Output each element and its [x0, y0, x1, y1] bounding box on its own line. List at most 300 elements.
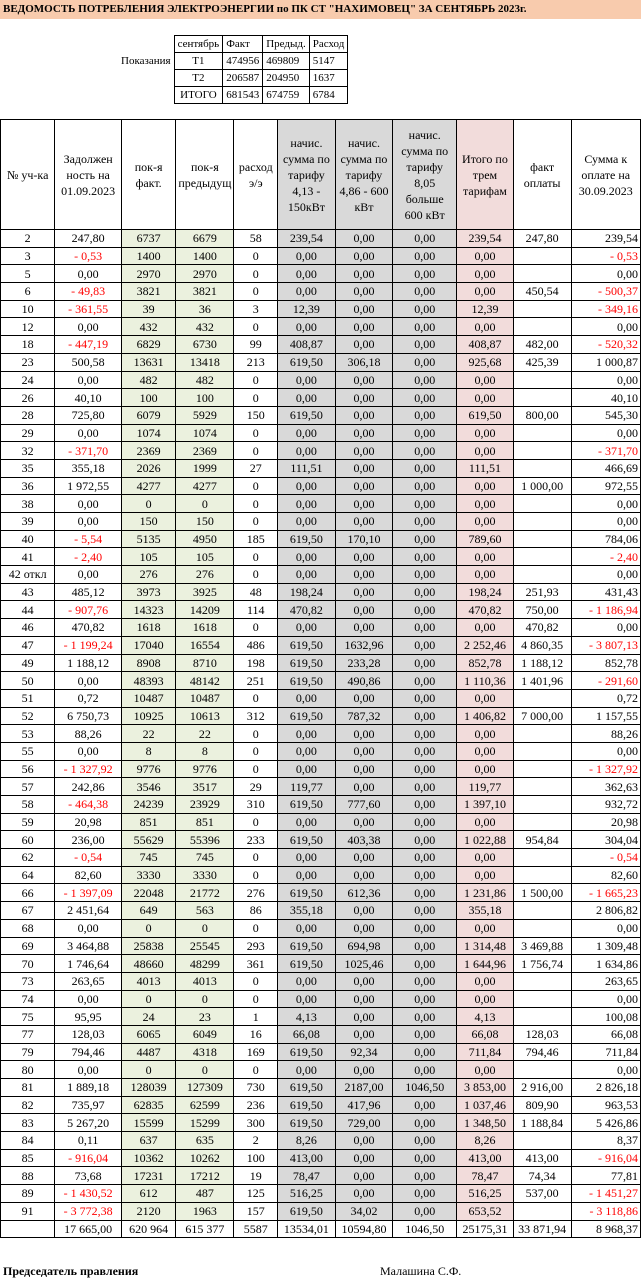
tariff-2: 0,00 — [335, 1149, 393, 1167]
meter-label: Показания — [121, 55, 171, 67]
plot-number: 47 — [1, 636, 55, 654]
table-row — [1, 318, 641, 336]
plot-number: 18 — [1, 336, 55, 354]
debt: 88,26 — [55, 725, 122, 743]
debt: 0,00 — [55, 919, 122, 937]
reading-fact: 24 — [121, 1008, 175, 1026]
payment: 128,03 — [513, 1025, 571, 1043]
total-tariffs: 0,00 — [457, 990, 514, 1008]
amount-due: 66,08 — [571, 1025, 641, 1043]
payment: 794,46 — [513, 1043, 571, 1061]
tariff-1: 470,82 — [278, 601, 336, 619]
total-tariffs: 8,26 — [457, 1132, 514, 1150]
reading-prev: 563 — [176, 902, 234, 920]
amount-due: - 3 118,86 — [571, 1202, 641, 1220]
total-tariffs: 78,47 — [457, 1167, 514, 1185]
amount-due: - 0,53 — [571, 247, 641, 265]
payment: 425,39 — [513, 353, 571, 371]
tariff-3: 0,00 — [393, 353, 457, 371]
total-tariffs: 1 314,48 — [457, 937, 514, 955]
amount-due: 239,54 — [571, 230, 641, 248]
plot-number: 44 — [1, 601, 55, 619]
tariff-3: 0,00 — [393, 530, 457, 548]
reading-prev: 482 — [176, 371, 234, 389]
tariff-1: 0,00 — [278, 972, 336, 990]
reading-prev: 23 — [176, 1008, 234, 1026]
tariff-1: 408,87 — [278, 336, 336, 354]
debt: 0,72 — [55, 689, 122, 707]
tariff-1: 0,00 — [278, 566, 336, 584]
debt: 1 746,64 — [55, 955, 122, 973]
tariff-2: 0,00 — [335, 813, 393, 831]
plot-number: 59 — [1, 813, 55, 831]
usage: 86 — [234, 902, 278, 920]
debt: - 1 397,09 — [55, 884, 122, 902]
total-tariffs: 3 853,00 — [457, 1079, 514, 1097]
amount-due: - 349,16 — [571, 300, 641, 318]
total-tariffs: 0,00 — [457, 265, 514, 283]
usage: 486 — [234, 636, 278, 654]
table-row — [1, 831, 641, 849]
meter-row-name: Т1 — [174, 53, 223, 70]
reading-fact: 3330 — [121, 866, 175, 884]
tariff-2: 0,00 — [335, 459, 393, 477]
tariff-1: 0,00 — [278, 990, 336, 1008]
reading-prev: 487 — [176, 1185, 234, 1203]
table-row — [1, 742, 641, 760]
tariff-3: 0,00 — [393, 459, 457, 477]
reading-prev: 36 — [176, 300, 234, 318]
payment — [513, 548, 571, 566]
plot-number: 5 — [1, 265, 55, 283]
reading-fact: 25838 — [121, 937, 175, 955]
tariff-2: 0,00 — [335, 1132, 393, 1150]
plot-number: 60 — [1, 831, 55, 849]
total-tariffs: 0,00 — [457, 566, 514, 584]
total-tariffs: 239,54 — [457, 230, 514, 248]
reading-fact: 13631 — [121, 353, 175, 371]
tariff-2: 0,00 — [335, 442, 393, 460]
reading-prev: 22 — [176, 725, 234, 743]
usage: 0 — [234, 689, 278, 707]
table-row — [1, 601, 641, 619]
amount-due: 0,00 — [571, 371, 641, 389]
payment: 954,84 — [513, 831, 571, 849]
tariff-1: 12,39 — [278, 300, 336, 318]
amount-due: 0,00 — [571, 424, 641, 442]
tariff-2: 0,00 — [335, 725, 393, 743]
reading-fact: 432 — [121, 318, 175, 336]
payment — [513, 318, 571, 336]
reading-fact: 6079 — [121, 406, 175, 424]
table-row — [1, 336, 641, 354]
payment: 809,90 — [513, 1096, 571, 1114]
total-tariffs: 413,00 — [457, 1149, 514, 1167]
payment — [513, 513, 571, 531]
tariff-2: 92,34 — [335, 1043, 393, 1061]
meter-header: Факт — [223, 36, 263, 53]
tariff-3: 0,00 — [393, 1185, 457, 1203]
amount-due: 0,00 — [571, 919, 641, 937]
total-total-tariffs: 25175,31 — [457, 1220, 514, 1238]
plot-number: 77 — [1, 1025, 55, 1043]
debt: - 2,40 — [55, 548, 122, 566]
plot-number: 81 — [1, 1079, 55, 1097]
reading-prev: 16554 — [176, 636, 234, 654]
usage: 27 — [234, 459, 278, 477]
signature-role: Председатель правления — [3, 1264, 139, 1278]
total-tariffs: 0,00 — [457, 247, 514, 265]
tariff-2: 0,00 — [335, 300, 393, 318]
tariff-1: 619,50 — [278, 884, 336, 902]
table-row — [1, 972, 641, 990]
amount-due: 2 826,18 — [571, 1079, 641, 1097]
payment — [513, 902, 571, 920]
tariff-1: 8,26 — [278, 1132, 336, 1150]
tariff-3: 0,00 — [393, 265, 457, 283]
payment — [513, 1008, 571, 1026]
debt: - 1 199,24 — [55, 636, 122, 654]
tariff-3: 0,00 — [393, 1061, 457, 1079]
debt: 6 750,73 — [55, 707, 122, 725]
tariff-3: 0,00 — [393, 654, 457, 672]
amount-due: 2 806,82 — [571, 902, 641, 920]
amount-due: - 1 186,94 — [571, 601, 641, 619]
total-tariffs: 12,39 — [457, 300, 514, 318]
usage: 2 — [234, 1132, 278, 1150]
debt: 0,00 — [55, 990, 122, 1008]
total-tariffs: 852,78 — [457, 654, 514, 672]
reading-fact: 14323 — [121, 601, 175, 619]
tariff-2: 0,00 — [335, 513, 393, 531]
plot-number: 57 — [1, 778, 55, 796]
reading-prev: 17212 — [176, 1167, 234, 1185]
tariff-1: 0,00 — [278, 442, 336, 460]
reading-prev: 55396 — [176, 831, 234, 849]
reading-prev: 432 — [176, 318, 234, 336]
tariff-2: 0,00 — [335, 849, 393, 867]
tariff-1: 619,50 — [278, 707, 336, 725]
plot-number: 12 — [1, 318, 55, 336]
plot-number: 28 — [1, 406, 55, 424]
usage: 0 — [234, 760, 278, 778]
debt: 0,00 — [55, 1061, 122, 1079]
tariff-1: 619,50 — [278, 353, 336, 371]
plot-number: 24 — [1, 371, 55, 389]
plot-number: 46 — [1, 619, 55, 637]
reading-fact: 3821 — [121, 283, 175, 301]
tariff-3: 0,00 — [393, 513, 457, 531]
reading-prev: 8 — [176, 742, 234, 760]
table-row — [1, 283, 641, 301]
payment — [513, 760, 571, 778]
total-tariffs: 0,00 — [457, 477, 514, 495]
total-tariffs: 66,08 — [457, 1025, 514, 1043]
payment: 74,34 — [513, 1167, 571, 1185]
table-row — [1, 1167, 641, 1185]
reading-fact: 9776 — [121, 760, 175, 778]
reading-prev: 25545 — [176, 937, 234, 955]
payment: 3 469,88 — [513, 937, 571, 955]
reading-prev: 4277 — [176, 477, 234, 495]
plot-number: 51 — [1, 689, 55, 707]
usage: 1 — [234, 1008, 278, 1026]
plot-number: 50 — [1, 672, 55, 690]
reading-prev: 48142 — [176, 672, 234, 690]
reading-prev: 6049 — [176, 1025, 234, 1043]
tariff-3: 0,00 — [393, 742, 457, 760]
usage: 125 — [234, 1185, 278, 1203]
tariff-3: 0,00 — [393, 548, 457, 566]
tariff-3: 0,00 — [393, 866, 457, 884]
tariff-1: 0,00 — [278, 849, 336, 867]
meter-readings-table — [118, 35, 348, 104]
table-row — [1, 796, 641, 814]
total-tariffs: 111,51 — [457, 459, 514, 477]
reading-fact: 22 — [121, 725, 175, 743]
plot-number: 26 — [1, 389, 55, 407]
tariff-2: 0,00 — [335, 742, 393, 760]
reading-fact: 17040 — [121, 636, 175, 654]
debt: - 1 327,92 — [55, 760, 122, 778]
reading-prev: 3517 — [176, 778, 234, 796]
payment: 1 401,96 — [513, 672, 571, 690]
total-reading-fact: 620 964 — [121, 1220, 175, 1238]
debt: 5 267,20 — [55, 1114, 122, 1132]
tariff-2: 0,00 — [335, 230, 393, 248]
debt: 735,97 — [55, 1096, 122, 1114]
table-row — [1, 725, 641, 743]
table-row — [1, 955, 641, 973]
total-tariffs: 0,00 — [457, 972, 514, 990]
payment: 2 916,00 — [513, 1079, 571, 1097]
tariff-2: 0,00 — [335, 1061, 393, 1079]
table-row — [1, 247, 641, 265]
debt: - 1 430,52 — [55, 1185, 122, 1203]
total-tariffs: 0,00 — [457, 442, 514, 460]
tariff-2: 0,00 — [335, 406, 393, 424]
usage: 0 — [234, 619, 278, 637]
total-tariffs: 0,00 — [457, 283, 514, 301]
tariff-2: 0,00 — [335, 619, 393, 637]
tariff-3: 0,00 — [393, 972, 457, 990]
tariff-3: 0,00 — [393, 424, 457, 442]
page-title: ВЕДОМОСТЬ ПОТРЕБЛЕНИЯ ЭЛЕКТРОЭНЕРГИИ по ПК СТ "НАХИМОВЕЦ" ЗА СЕНТЯБРЬ 2023г. — [0, 0, 641, 19]
reading-fact: 4013 — [121, 972, 175, 990]
tariff-2: 787,32 — [335, 707, 393, 725]
plot-number: 82 — [1, 1096, 55, 1114]
reading-fact: 128039 — [121, 1079, 175, 1097]
reading-prev: 13418 — [176, 353, 234, 371]
tariff-1: 0,00 — [278, 424, 336, 442]
plot-number: 2 — [1, 230, 55, 248]
reading-fact: 48393 — [121, 672, 175, 690]
tariff-3: 0,00 — [393, 707, 457, 725]
consumption-table — [0, 119, 641, 1238]
reading-fact: 10362 — [121, 1149, 175, 1167]
usage: 0 — [234, 990, 278, 1008]
reading-prev: 14209 — [176, 601, 234, 619]
payment: 251,93 — [513, 583, 571, 601]
header-usage: расход э/э — [234, 120, 278, 230]
tariff-3: 0,00 — [393, 300, 457, 318]
tariff-2: 0,00 — [335, 265, 393, 283]
total-usage: 5587 — [234, 1220, 278, 1238]
debt: 725,80 — [55, 406, 122, 424]
total-tariffs: 0,00 — [457, 725, 514, 743]
tariff-1: 619,50 — [278, 937, 336, 955]
debt: 0,00 — [55, 424, 122, 442]
amount-due: 963,53 — [571, 1096, 641, 1114]
usage: 169 — [234, 1043, 278, 1061]
tariff-3: 0,00 — [393, 760, 457, 778]
payment — [513, 371, 571, 389]
usage: 150 — [234, 406, 278, 424]
payment — [513, 1202, 571, 1220]
tariff-2: 403,38 — [335, 831, 393, 849]
table-row — [1, 1114, 641, 1132]
tariff-3: 0,00 — [393, 336, 457, 354]
reading-prev: 0 — [176, 495, 234, 513]
meter-header: Предыд. — [263, 36, 310, 53]
reading-prev: 105 — [176, 548, 234, 566]
reading-fact: 1618 — [121, 619, 175, 637]
header-tariff-1: начис. сумма по тарифу 4,13 - 150кВт — [278, 120, 336, 230]
tariff-1: 619,50 — [278, 654, 336, 672]
tariff-3: 0,00 — [393, 318, 457, 336]
payment — [513, 424, 571, 442]
debt: 128,03 — [55, 1025, 122, 1043]
tariff-3: 0,00 — [393, 583, 457, 601]
table-row — [1, 530, 641, 548]
debt: 794,46 — [55, 1043, 122, 1061]
amount-due: 431,43 — [571, 583, 641, 601]
table-row — [1, 353, 641, 371]
payment — [513, 990, 571, 1008]
amount-due: 82,60 — [571, 866, 641, 884]
total-tariffs: 0,00 — [457, 849, 514, 867]
reading-prev: 1963 — [176, 1202, 234, 1220]
reading-fact: 6737 — [121, 230, 175, 248]
usage: 0 — [234, 247, 278, 265]
tariff-2: 0,00 — [335, 778, 393, 796]
reading-fact: 17231 — [121, 1167, 175, 1185]
tariff-1: 66,08 — [278, 1025, 336, 1043]
debt: 485,12 — [55, 583, 122, 601]
reading-prev: 635 — [176, 1132, 234, 1150]
total-tariffs: 355,18 — [457, 902, 514, 920]
total-tariffs: 0,00 — [457, 371, 514, 389]
amount-due: 0,00 — [571, 495, 641, 513]
amount-due: 1 157,55 — [571, 707, 641, 725]
reading-fact: 2026 — [121, 459, 175, 477]
debt: - 3 772,38 — [55, 1202, 122, 1220]
total-tariffs: 0,00 — [457, 548, 514, 566]
table-row — [1, 406, 641, 424]
amount-due: 0,00 — [571, 513, 641, 531]
reading-fact: 62835 — [121, 1096, 175, 1114]
table-row — [1, 619, 641, 637]
debt: 1 972,55 — [55, 477, 122, 495]
debt: 73,68 — [55, 1167, 122, 1185]
plot-number: 62 — [1, 849, 55, 867]
reading-fact: 24239 — [121, 796, 175, 814]
tariff-2: 0,00 — [335, 902, 393, 920]
usage: 0 — [234, 318, 278, 336]
signature-name: Малашина С.Ф. — [380, 1264, 462, 1278]
total-tariffs: 1 110,36 — [457, 672, 514, 690]
debt: 0,00 — [55, 566, 122, 584]
tariff-3: 0,00 — [393, 601, 457, 619]
table-row — [1, 566, 641, 584]
tariff-1: 619,50 — [278, 636, 336, 654]
reading-prev: 276 — [176, 566, 234, 584]
meter-usage: 1637 — [309, 70, 348, 87]
amount-due: - 1 327,92 — [571, 760, 641, 778]
total-payment: 33 871,94 — [513, 1220, 571, 1238]
debt: 95,95 — [55, 1008, 122, 1026]
usage: 0 — [234, 972, 278, 990]
tariff-2: 0,00 — [335, 318, 393, 336]
table-row — [1, 902, 641, 920]
payment — [513, 1132, 571, 1150]
reading-prev: 1618 — [176, 619, 234, 637]
table-row — [1, 1132, 641, 1150]
tariff-3: 0,00 — [393, 672, 457, 690]
amount-due: - 3 807,13 — [571, 636, 641, 654]
tariff-2: 0,00 — [335, 990, 393, 1008]
payment: 1 756,74 — [513, 955, 571, 973]
payment: 7 000,00 — [513, 707, 571, 725]
tariff-1: 619,50 — [278, 1096, 336, 1114]
tariff-3: 0,00 — [393, 937, 457, 955]
amount-due: - 1 451,27 — [571, 1185, 641, 1203]
tariff-1: 619,50 — [278, 1079, 336, 1097]
total-tariffs: 516,25 — [457, 1185, 514, 1203]
payment — [513, 247, 571, 265]
usage: 0 — [234, 813, 278, 831]
table-header-row — [1, 120, 641, 230]
amount-due: - 1 665,23 — [571, 884, 641, 902]
plot-number: 80 — [1, 1061, 55, 1079]
total-tariffs: 4,13 — [457, 1008, 514, 1026]
payment — [513, 689, 571, 707]
tariff-3: 0,00 — [393, 1114, 457, 1132]
tariff-2: 777,60 — [335, 796, 393, 814]
reading-prev: 0 — [176, 919, 234, 937]
meter-header: сентябрь — [174, 36, 223, 53]
reading-prev: 100 — [176, 389, 234, 407]
total-tariffs: 1 406,82 — [457, 707, 514, 725]
meter-fact: 474956 — [223, 53, 263, 70]
payment — [513, 742, 571, 760]
debt: 2 451,64 — [55, 902, 122, 920]
reading-prev: 23929 — [176, 796, 234, 814]
tariff-3: 0,00 — [393, 1008, 457, 1026]
meter-empty-cell — [118, 70, 174, 87]
tariff-2: 0,00 — [335, 495, 393, 513]
tariff-3: 0,00 — [393, 389, 457, 407]
reading-prev: 10613 — [176, 707, 234, 725]
payment — [513, 389, 571, 407]
tariff-1: 0,00 — [278, 725, 336, 743]
reading-fact: 22048 — [121, 884, 175, 902]
usage: 0 — [234, 442, 278, 460]
reading-fact: 649 — [121, 902, 175, 920]
payment — [513, 566, 571, 584]
amount-due: 0,00 — [571, 265, 641, 283]
meter-empty-cell — [118, 36, 174, 53]
